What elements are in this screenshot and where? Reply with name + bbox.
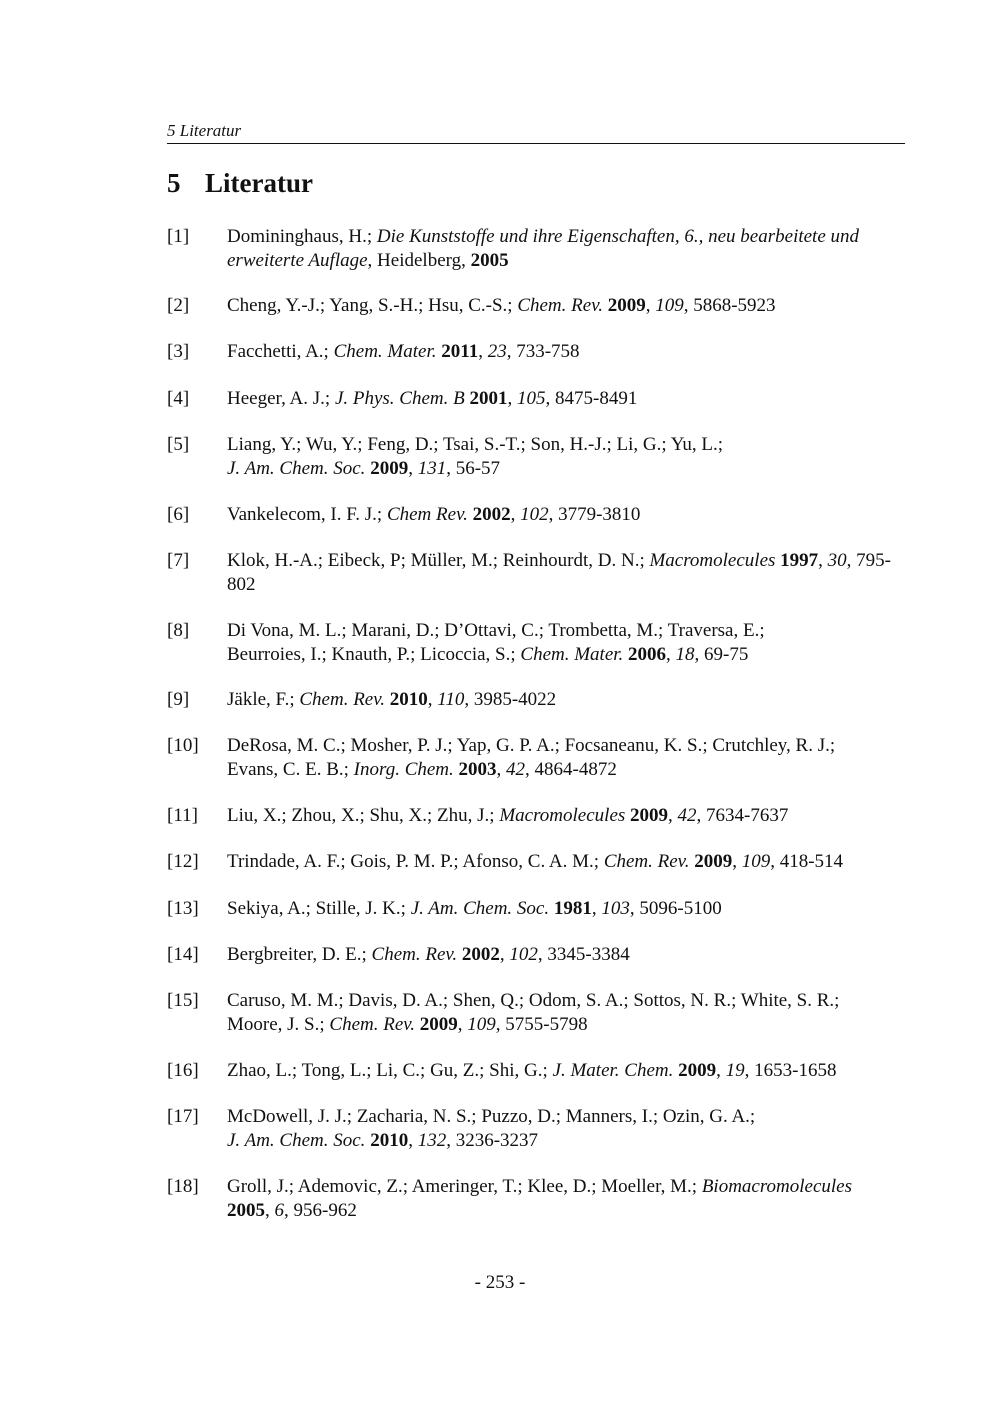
reference-text-segment: Klok, H.-A.; Eibeck, P; Müller, M.; Reinhourdt, D. N.;: [227, 550, 650, 571]
reference-text: [227, 1059, 905, 1083]
reference-year: 2005: [470, 249, 509, 271]
reference-italic-text: Chem Rev.: [386, 504, 468, 525]
reference-text-segment: Cheng, Y.-J.; Yang, S.-H.; Hsu, C.-S.;: [227, 295, 518, 316]
reference-italic-text: J. Am. Chem. Soc.: [227, 457, 366, 479]
reference-text-segment: , 56-57: [446, 457, 501, 479]
reference-entry: [167, 734, 905, 781]
reference-number: [16]: [167, 1060, 199, 1081]
reference-text-segment: Di Vona, M. L.; Marani, D.; D’Ottavi, C.; Trombetta, M.; Traversa, E.;: [227, 620, 765, 641]
reference-italic-text: Macromolecules: [649, 550, 776, 571]
reference-italic-text: Chem. Mater.: [520, 643, 624, 665]
reference-number: [13]: [167, 898, 199, 919]
reference-text: [227, 549, 905, 596]
reference-italic-text: 42: [677, 805, 697, 826]
reference-number: [1]: [167, 226, 190, 247]
reference-italic-text: J. Mater. Chem.: [552, 1060, 674, 1081]
reference-number: [4]: [167, 388, 190, 409]
reference-text: [227, 1175, 905, 1222]
reference-text-segment: Groll, J.; Ademovic, Z.; Ameringer, T.; Klee, D.; Moeller, M.;: [227, 1176, 702, 1197]
reference-text-segment: ,: [716, 1060, 726, 1081]
reference-text-segment: ,: [591, 898, 602, 919]
reference-text: [227, 734, 905, 781]
reference-text-segment: , 3779-3810: [548, 504, 641, 525]
reference-italic-text: 102: [520, 504, 549, 525]
reference-text-segment: , 8475-8491: [545, 388, 638, 409]
reference-text-segment: ,: [818, 550, 828, 571]
reference-year: 2002: [461, 944, 500, 965]
reference-text-segment: ,: [499, 944, 510, 965]
reference-year: 2003: [458, 758, 497, 780]
reference-entry: [167, 688, 905, 712]
reference-number: [2]: [167, 295, 190, 316]
reference-text: [227, 387, 905, 411]
reference-text-segment: ,: [510, 504, 521, 525]
reference-text-segment: ,: [408, 457, 418, 479]
reference-text: [227, 225, 905, 272]
reference-text-segment: Jäkle, F.;: [227, 689, 300, 710]
reference-text-segment: Facchetti, A.;: [227, 341, 334, 362]
reference-italic-text: 102: [509, 944, 538, 965]
reference-text-segment: ,: [732, 851, 742, 872]
reference-number: [8]: [167, 620, 190, 641]
reference-text-segment: Beurroies, I.; Knauth, P.; Licoccia, S.;: [227, 643, 521, 665]
reference-italic-text: 30: [827, 550, 847, 571]
reference-text-segment: Moore, J. S.;: [227, 1013, 330, 1035]
reference-number: [14]: [167, 944, 199, 965]
reference-text-segment: , 3345-3384: [537, 944, 630, 965]
reference-entry: [167, 433, 905, 480]
reference-italic-text: Chem. Mater.: [333, 341, 437, 362]
reference-italic-text: 6: [274, 1199, 284, 1221]
reference-text-segment: Evans, C. E. B.;: [227, 758, 354, 780]
reference-italic-text: Die Kunststoffe und ihre Eigenschaften, 6., neu bearbeitete und erweiterte Auflage: [227, 226, 860, 271]
reference-italic-text: 132: [417, 1129, 447, 1151]
reference-italic-text: 105: [517, 388, 546, 409]
reference-entry: [167, 225, 905, 272]
reference-year: 2006: [628, 643, 667, 665]
reference-year: 2011: [441, 341, 479, 362]
reference-italic-text: J. Phys. Chem. B: [334, 388, 465, 409]
reference-text-segment: ,: [507, 388, 517, 409]
reference-number: [12]: [167, 851, 199, 872]
reference-text-segment: , 1653-1658: [744, 1060, 837, 1081]
reference-text-segment: , 3985-4022: [464, 689, 557, 710]
reference-italic-text: 131: [417, 457, 447, 479]
reference-text: [227, 503, 905, 527]
reference-text-segment: ,: [666, 643, 676, 665]
reference-text-segment: , 4864-4872: [525, 758, 617, 780]
reference-text-segment: ,: [457, 1013, 468, 1035]
reference-italic-text: Chem. Rev.: [371, 944, 458, 965]
reference-text-segment: ,: [427, 689, 438, 710]
reference-year: 2001: [469, 388, 508, 409]
reference-text-segment: Liu, X.; Zhou, X.; Shu, X.; Zhu, J.;: [227, 805, 500, 826]
reference-text-segment: ,: [265, 1199, 275, 1221]
reference-italic-text: 109: [741, 851, 771, 872]
reference-text-segment: , 5868-5923: [683, 295, 776, 316]
reference-entry: [167, 549, 905, 596]
reference-entry: [167, 804, 905, 828]
reference-text-segment: Heeger, A. J.;: [227, 388, 335, 409]
reference-year: 2010: [370, 1129, 409, 1151]
reference-text-segment: ,: [645, 295, 656, 316]
reference-italic-text: 19: [725, 1060, 745, 1081]
reference-text: [227, 1105, 905, 1152]
reference-italic-text: 109: [467, 1013, 496, 1035]
reference-italic-text: 110: [437, 689, 465, 710]
reference-text: [227, 433, 905, 480]
reference-text-segment: McDowell, J. J.; Zacharia, N. S.; Puzzo, D.; Manners, I.; Ozin, G. A.;: [227, 1106, 756, 1127]
reference-entry: [167, 503, 905, 527]
reference-entry: [167, 294, 905, 318]
reference-number: [17]: [167, 1106, 199, 1127]
reference-number: [10]: [167, 735, 199, 756]
reference-entry: [167, 1175, 905, 1222]
reference-text-segment: Domininghaus, H.;: [227, 226, 377, 247]
reference-text: [227, 340, 905, 364]
reference-text-segment: , 3236-3237: [446, 1129, 539, 1151]
reference-entry: [167, 387, 905, 411]
reference-number: [5]: [167, 434, 190, 455]
reference-year: 2009: [607, 295, 646, 316]
reference-text-segment: Sekiya, A.; Stille, J. K.;: [227, 898, 411, 919]
reference-text-segment: ,: [408, 1129, 418, 1151]
reference-italic-text: J. Am. Chem. Soc.: [227, 1129, 366, 1151]
reference-year: 1997: [780, 550, 819, 571]
reference-year: 2009: [678, 1060, 717, 1081]
chapter-title: [167, 166, 313, 200]
reference-text-segment: Vankelecom, I. F. J.;: [227, 504, 387, 525]
reference-italic-text: 23: [487, 341, 507, 362]
reference-text-segment: , 5096-5100: [629, 898, 722, 919]
reference-text-segment: Liang, Y.; Wu, Y.; Feng, D.; Tsai, S.-T.; Son, H.-J.; Li, G.; Yu, L.;: [227, 434, 723, 455]
reference-text-segment: , 7634-7637: [696, 805, 789, 826]
reference-text-segment: , 733-758: [506, 341, 580, 362]
chapter-number: 5: [167, 168, 181, 198]
reference-italic-text: Chem. Rev.: [329, 1013, 416, 1035]
reference-text-segment: , 956-962: [284, 1199, 357, 1221]
reference-italic-text: J. Am. Chem. Soc.: [410, 898, 550, 919]
reference-number: [15]: [167, 990, 199, 1011]
reference-italic-text: Inorg. Chem.: [353, 758, 454, 780]
reference-text-segment: ,: [478, 341, 488, 362]
reference-italic-text: Chem. Rev.: [299, 689, 386, 710]
reference-text-segment: , 795-802: [227, 550, 891, 595]
reference-italic-text: 18: [675, 643, 695, 665]
reference-text: [227, 943, 905, 967]
reference-italic-text: Biomacromolecules: [701, 1176, 853, 1197]
reference-text: [227, 294, 905, 318]
reference-italic-text: 42: [506, 758, 526, 780]
chapter-title-text: Literatur: [205, 168, 313, 198]
reference-year: 2009: [370, 457, 409, 479]
reference-text: [227, 619, 905, 666]
reference-italic-text: Macromolecules: [499, 805, 626, 826]
reference-italic-text: 103: [601, 898, 630, 919]
reference-text-segment: , 69-75: [694, 643, 749, 665]
reference-number: [7]: [167, 550, 190, 571]
reference-text-segment: Caruso, M. M.; Davis, D. A.; Shen, Q.; Odom, S. A.; Sottos, N. R.; White, S. R.;: [227, 990, 840, 1011]
reference-entry: [167, 1105, 905, 1152]
running-header: 5 Literatur: [167, 120, 905, 144]
reference-italic-text: Chem. Rev.: [517, 295, 603, 316]
reference-text: [227, 804, 905, 828]
reference-number: [9]: [167, 689, 190, 710]
reference-text-segment: Bergbreiter, D. E.;: [227, 944, 372, 965]
reference-number: [11]: [167, 805, 198, 826]
reference-entry: [167, 1059, 905, 1083]
reference-entry: [167, 619, 905, 666]
reference-text-segment: Trindade, A. F.; Gois, P. M. P.; Afonso, C. A. M.;: [227, 851, 604, 872]
reference-year: 2009: [694, 851, 733, 872]
reference-text-segment: ,: [496, 758, 507, 780]
reference-entry: [167, 850, 905, 874]
reference-text-segment: , 5755-5798: [495, 1013, 588, 1035]
reference-text-segment: , Heidelberg,: [367, 249, 471, 271]
reference-year: 2009: [630, 805, 669, 826]
reference-entry: [167, 897, 905, 921]
reference-entry: [167, 989, 905, 1036]
reference-year: 2010: [389, 689, 428, 710]
reference-number: [6]: [167, 504, 190, 525]
reference-italic-text: Chem. Rev.: [603, 851, 690, 872]
reference-year: 1981: [553, 898, 592, 919]
reference-entry: [167, 340, 905, 364]
reference-number: [18]: [167, 1176, 199, 1197]
reference-year: 2009: [419, 1013, 458, 1035]
reference-year: 2005: [227, 1199, 265, 1221]
reference-text: [227, 989, 905, 1036]
reference-number: [3]: [167, 341, 190, 362]
page-number: - 253 -: [474, 1272, 526, 1293]
reference-year: 2002: [472, 504, 511, 525]
reference-text: [227, 897, 905, 921]
reference-text: [227, 688, 905, 712]
reference-italic-text: 109: [655, 295, 684, 316]
reference-text: [227, 850, 905, 874]
reference-text-segment: Zhao, L.; Tong, L.; Li, C.; Gu, Z.; Shi, G.;: [227, 1060, 553, 1081]
reference-text-segment: , 418-514: [770, 851, 844, 872]
reference-text-segment: ,: [668, 805, 678, 826]
reference-text-segment: DeRosa, M. C.; Mosher, P. J.; Yap, G. P. A.; Focsaneanu, K. S.; Crutchley, R. J.;: [227, 735, 836, 756]
reference-entry: [167, 943, 905, 967]
